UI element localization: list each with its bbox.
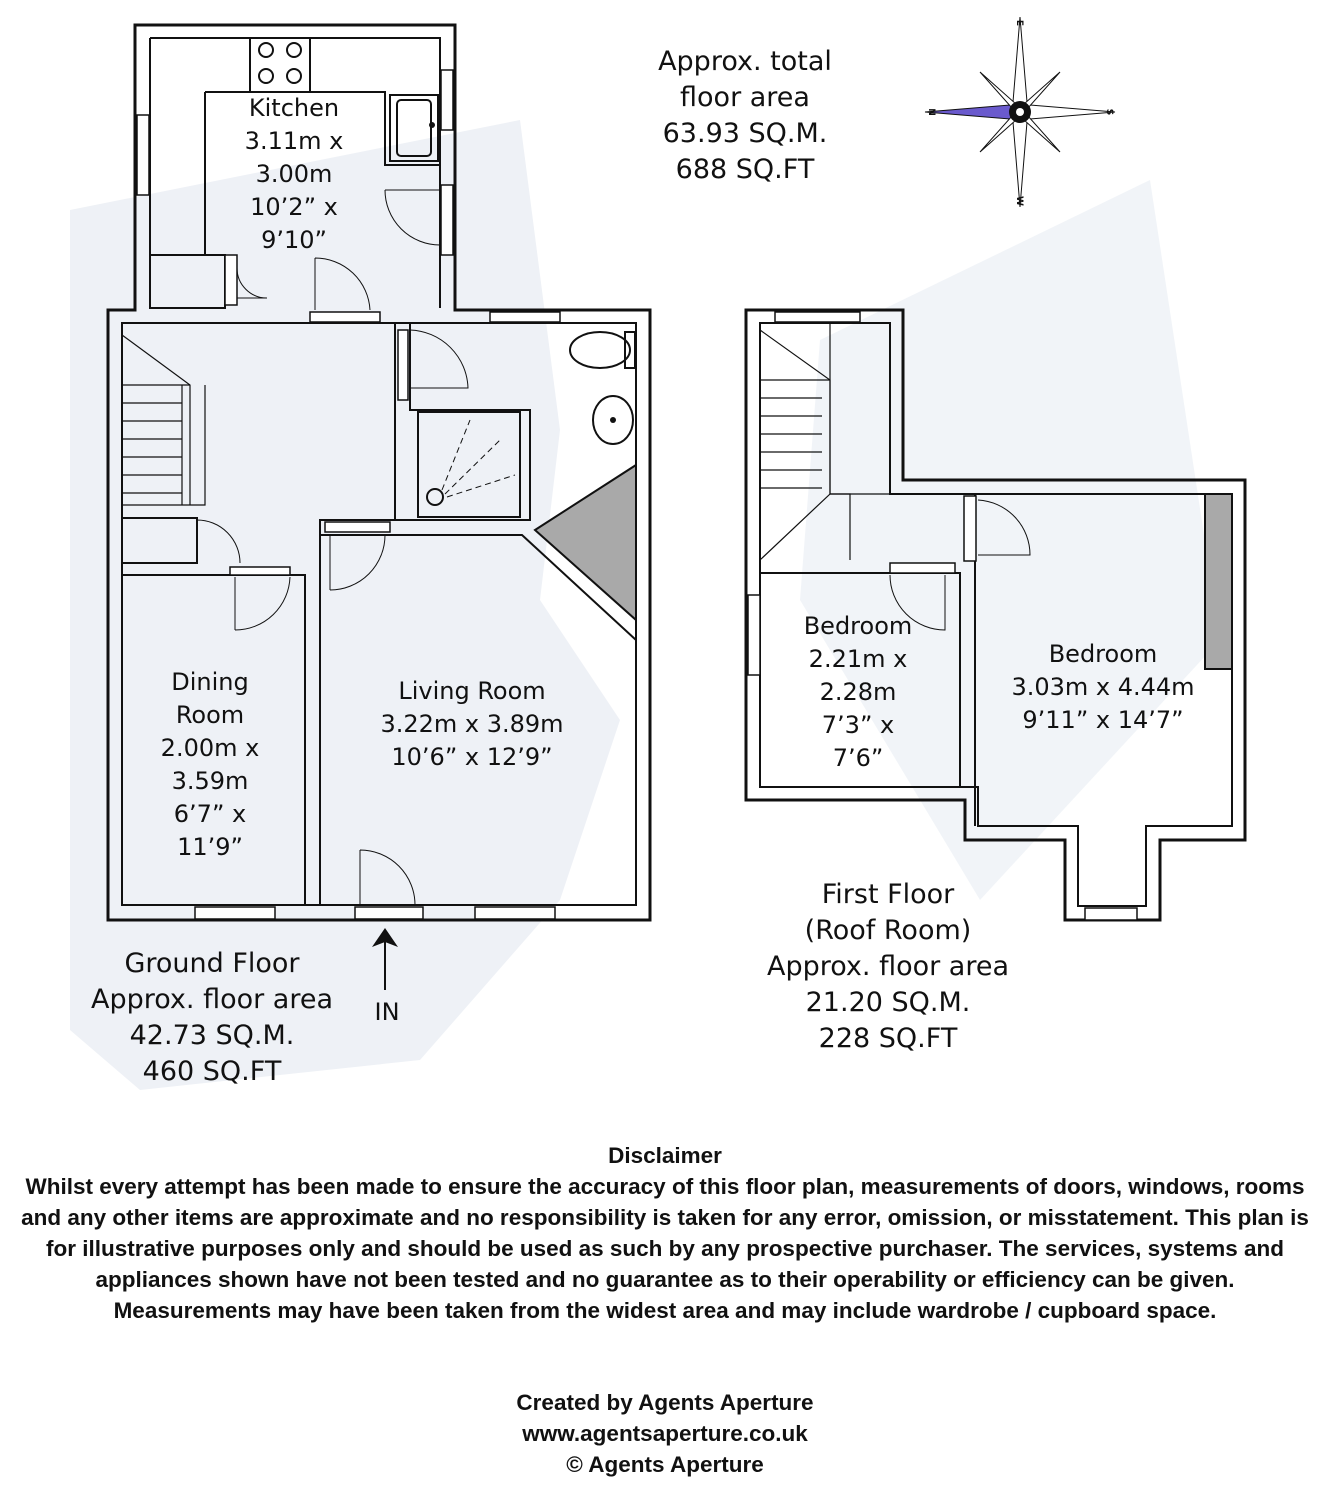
svg-text:42.73 SQ.M.: 42.73 SQ.M. bbox=[129, 1020, 295, 1051]
created-by: Created by Agents Aperture bbox=[516, 1390, 814, 1415]
copyright: © Agents Aperture bbox=[566, 1452, 764, 1477]
svg-text:2.00m x: 2.00m x bbox=[160, 734, 260, 762]
svg-text:9’10”: 9’10” bbox=[261, 226, 327, 254]
svg-text:7’6”: 7’6” bbox=[832, 744, 884, 772]
watermark-logo bbox=[70, 120, 1220, 1090]
svg-text:Dining: Dining bbox=[171, 668, 249, 696]
svg-text:10’6” x 12’9”: 10’6” x 12’9” bbox=[391, 743, 553, 771]
svg-text:3.00m: 3.00m bbox=[255, 160, 333, 188]
svg-text:9’11” x 14’7”: 9’11” x 14’7” bbox=[1022, 706, 1184, 734]
svg-text:3.03m x 4.44m: 3.03m x 4.44m bbox=[1011, 673, 1195, 701]
hob-icon bbox=[250, 38, 310, 92]
entrance-label: IN bbox=[374, 998, 400, 1026]
wardrobe bbox=[1205, 494, 1232, 669]
svg-text:7’3” x: 7’3” x bbox=[821, 711, 895, 739]
svg-text:Room: Room bbox=[175, 701, 245, 729]
svg-text:floor area: floor area bbox=[680, 82, 810, 113]
disclaimer bbox=[20, 1140, 1310, 1326]
svg-text:460 SQ.FT: 460 SQ.FT bbox=[142, 1056, 282, 1087]
svg-text:3.22m x 3.89m: 3.22m x 3.89m bbox=[380, 710, 564, 738]
svg-text:Approx. total: Approx. total bbox=[658, 46, 832, 77]
svg-text:(Roof Room): (Roof Room) bbox=[804, 915, 972, 946]
svg-text:Living Room: Living Room bbox=[398, 677, 546, 705]
svg-text:63.93 SQ.M.: 63.93 SQ.M. bbox=[662, 118, 828, 149]
svg-text:Approx. floor area: Approx. floor area bbox=[90, 984, 334, 1015]
svg-text:3.11m x: 3.11m x bbox=[244, 127, 344, 155]
compass-w: W bbox=[1014, 196, 1024, 206]
svg-text:Kitchen: Kitchen bbox=[248, 94, 340, 122]
compass-n: N bbox=[926, 108, 936, 116]
svg-text:First Floor: First Floor bbox=[821, 879, 955, 910]
svg-text:2.28m: 2.28m bbox=[819, 678, 897, 706]
svg-text:11’9”: 11’9” bbox=[177, 833, 243, 861]
svg-text:Approx. floor area: Approx. floor area bbox=[766, 951, 1010, 982]
website-link[interactable]: www.agentsaperture.co.uk bbox=[522, 1421, 808, 1446]
compass-rose-icon bbox=[925, 17, 1115, 207]
first-floor-area bbox=[767, 879, 1009, 1054]
compass-e: E bbox=[1014, 19, 1024, 27]
svg-text:21.20 SQ.M.: 21.20 SQ.M. bbox=[805, 987, 971, 1018]
svg-text:6’7” x: 6’7” x bbox=[173, 800, 247, 828]
living-room-label bbox=[380, 677, 563, 771]
svg-text:Bedroom: Bedroom bbox=[803, 612, 913, 640]
compass-s: S bbox=[1104, 108, 1114, 116]
svg-text:10’2” x: 10’2” x bbox=[250, 193, 338, 221]
disclaimer-text: Whilst every attempt has been made to ensure the accuracy of this floor plan, measurements of doors, windows, rooms and any other items are approximate and no responsibility is taken for any error, omission, or misstatement. This plan is for illustrative purposes only and should be used as such by any prospective purchaser. The services, systems and appliances shown have not been tested and no guarantee as to their operability or efficiency can be given. Measurements may have been taken from the widest area and may include wardrobe / cupboard space. bbox=[21, 1174, 1309, 1323]
disclaimer-heading: Disclaimer bbox=[608, 1143, 722, 1168]
svg-text:3.59m: 3.59m bbox=[171, 767, 249, 795]
svg-text:2.21m x: 2.21m x bbox=[808, 645, 908, 673]
svg-text:Ground Floor: Ground Floor bbox=[124, 948, 300, 979]
total-area bbox=[658, 46, 832, 185]
svg-text:688 SQ.FT: 688 SQ.FT bbox=[675, 154, 815, 185]
svg-text:Bedroom: Bedroom bbox=[1048, 640, 1158, 668]
svg-text:228 SQ.FT: 228 SQ.FT bbox=[818, 1023, 958, 1054]
credits bbox=[0, 1387, 1330, 1480]
